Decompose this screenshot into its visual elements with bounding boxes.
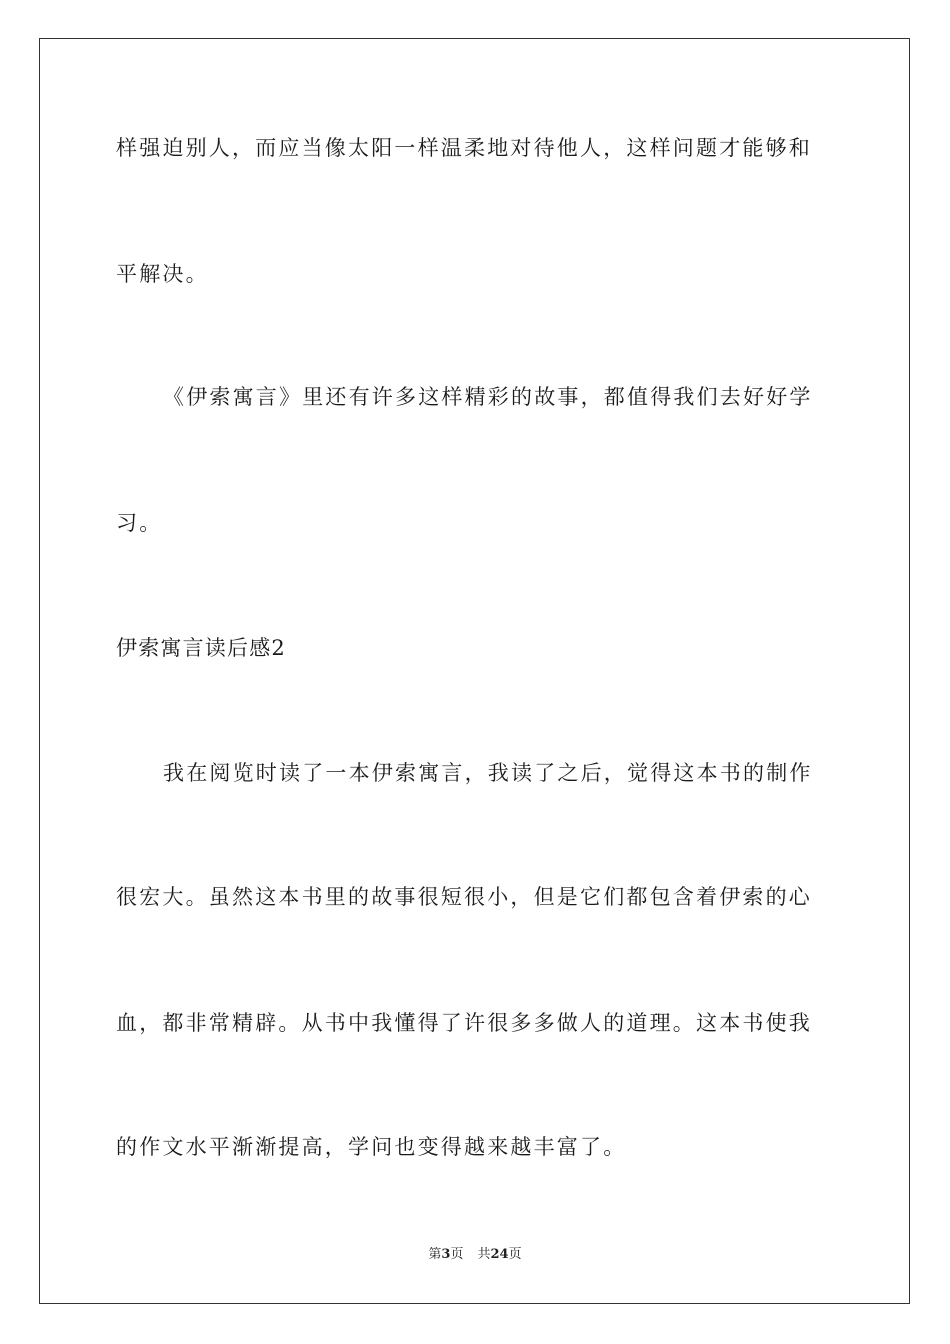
page-footer xyxy=(0,1246,950,1264)
paragraph-line: 血，都非常精辟。从书中我懂得了许很多多做人的道理。这本书使我 xyxy=(116,1011,812,1035)
section-heading: 伊索寓言读后感2 xyxy=(116,636,286,660)
page-number: 3 xyxy=(441,1247,451,1262)
paragraph-line: 习。 xyxy=(116,511,163,535)
paragraph-line: 样强迫别人，而应当像太阳一样温柔地对待他人，这样问题才能够和 xyxy=(116,136,812,160)
page-frame xyxy=(39,38,910,1304)
paragraph-line: 平解决。 xyxy=(116,262,209,286)
total-prefix: 共 xyxy=(477,1247,491,1262)
total-pages: 24 xyxy=(490,1247,509,1262)
total-suffix: 页 xyxy=(508,1247,522,1262)
paragraph-line: 的作文水平渐渐提高，学问也变得越来越丰富了。 xyxy=(116,1135,627,1159)
page-suffix: 页 xyxy=(450,1247,464,1262)
page-prefix: 第 xyxy=(428,1247,442,1262)
paragraph-line: 很宏大。虽然这本书里的故事很短很小，但是它们都包含着伊索的心 xyxy=(116,885,812,909)
paragraph-line: 我在阅览时读了一本伊索寓言，我读了之后，觉得这本书的制作 xyxy=(163,761,813,785)
paragraph-line: 《伊索寓言》里还有许多这样精彩的故事，都值得我们去好好学 xyxy=(163,385,813,409)
